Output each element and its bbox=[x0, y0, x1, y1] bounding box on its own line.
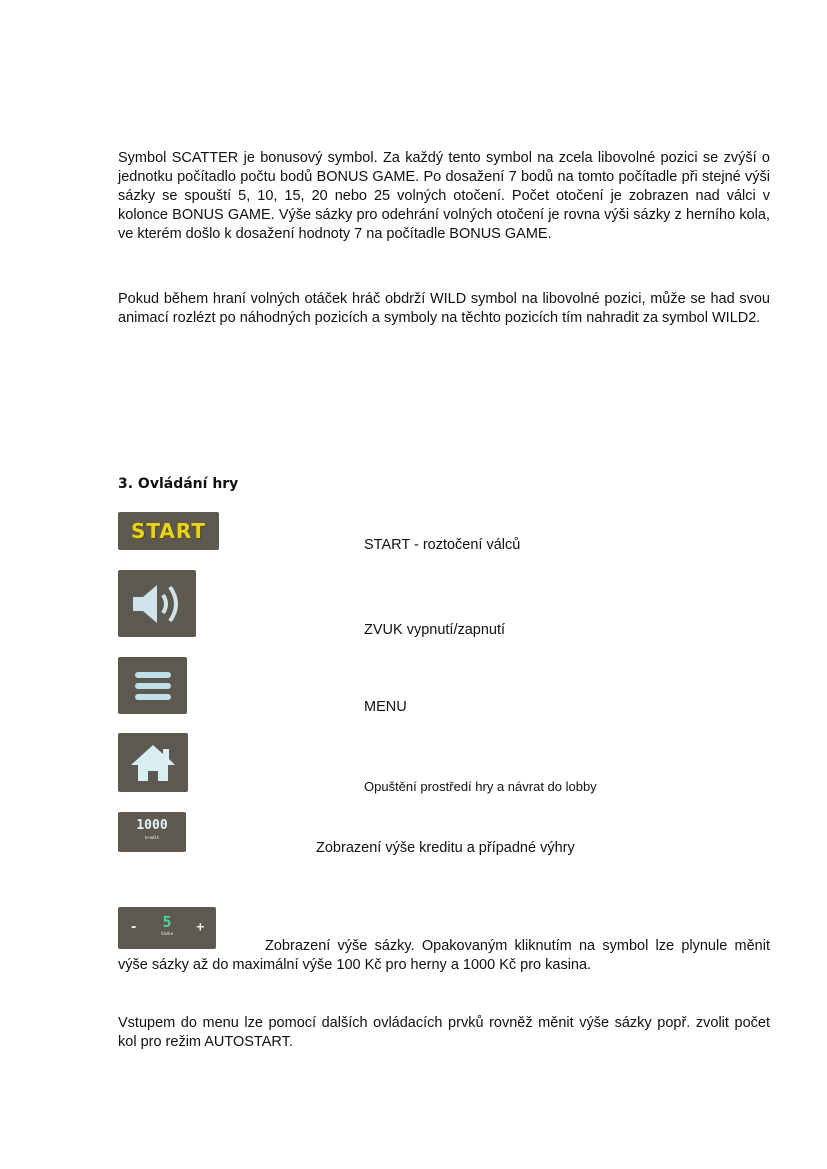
section-heading: 3. Ovládání hry bbox=[118, 476, 239, 492]
bet-label: Zobrazení výše sázky. Opakovaným kliknutím na symbol lze plynule měnit výše sázky až do maximální výše 100 Kč pro herny a 1000 Kč pro kasina. bbox=[118, 938, 770, 973]
sound-label: ZVUK vypnutí/zapnutí bbox=[364, 622, 506, 638]
start-button-icon: START bbox=[118, 512, 219, 550]
menu-icon bbox=[118, 657, 187, 714]
credit-label: Zobrazení výše kreditu a případné výhry bbox=[316, 840, 575, 856]
scatter-paragraph: Symbol SCATTER je bonusový symbol. Za každý tento symbol na zcela libovolné pozici se zvýší o jednotku počítadlo počtu bodů BONUS GAME. Po dosažení 7 bodů na tomto počítadle při stejné výši sázky se spouští 5, 10, 15, 20 nebo 25 volných otočení. Počet otočení je zobrazen nad válci v kolonce BONUS GAME. Výše sázky pro odehrání volných otočení je rovna výši sázky z herního kola, ve kterém došlo k dosažení hodnoty 7 na počítadle BONUS GAME. bbox=[118, 150, 770, 242]
credit-display-icon: 1000 kredit bbox=[118, 812, 186, 852]
closing-paragraph: Vstupem do menu lze pomocí dalších ovládacích prvků rovněž měnit výše sázky popř. zvolit počet kol pro režim AUTOSTART. bbox=[118, 1015, 770, 1050]
home-icon bbox=[118, 733, 188, 792]
sound-icon bbox=[118, 570, 196, 637]
menu-label: MENU bbox=[364, 699, 407, 715]
start-label: START - roztočení válců bbox=[364, 537, 521, 553]
bet-display-icon: - 5 Sázka + bbox=[118, 907, 216, 949]
wild-paragraph: Pokud během hraní volných otáček hráč obdrží WILD symbol na libovolné pozici, může se had svou animací rozlézt po náhodných pozicích a symboly na těchto pozicích tím nahradit za symbol WILD2. bbox=[118, 291, 770, 326]
home-label: Opuštění prostředí hry a návrat do lobby bbox=[364, 779, 597, 794]
